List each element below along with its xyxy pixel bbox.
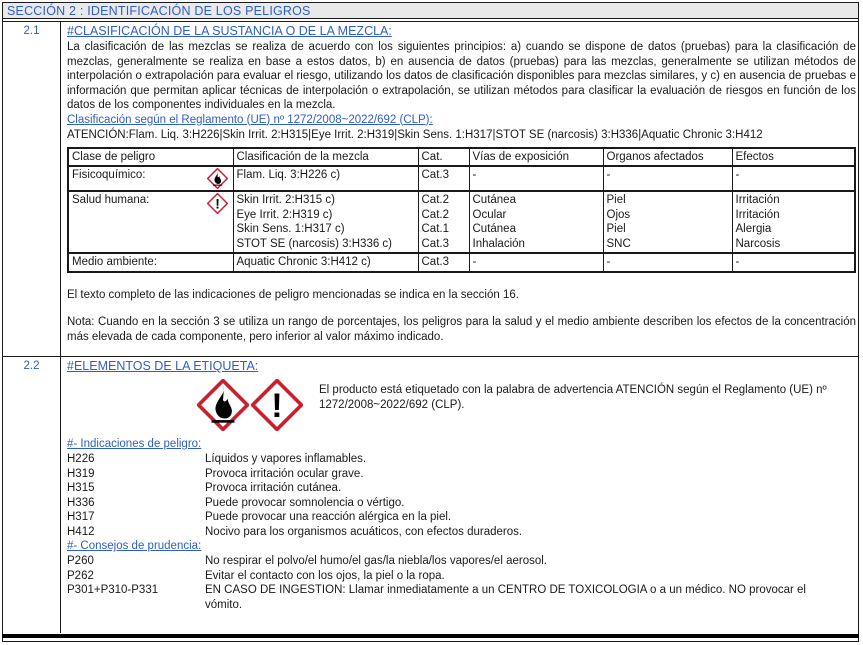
- statement-row: [67, 554, 863, 569]
- statement-code: H317: [67, 511, 95, 523]
- hazard-class-label: Medio ambiente:: [72, 256, 158, 268]
- precautionary-heading: #- Consejos de prudencia:: [67, 540, 202, 552]
- classification-paragraph: La clasificación de las mezclas se realiza de acuerdo con los siguientes principios: a) cuando se dispone de datos (pruebas) para la clasificación de mezclas, generalmente se realiza en base a estos datos, b) en ausencia de datos (pruebas) para las mezclas, generalmente se utilizan métodos de interpolación o extrapolación para evaluar el riesgo, utilizando los datos de clasificación disponibles para mezclas similares, y c) en ausencia de pruebas e información que permitan aplicar técnicas de interpolación o extrapolación, se utilizan métodos para clasificar la evaluación de riesgos en función de los datos de los componentes individuales en la mezcla.: [67, 41, 856, 111]
- statement-text: Evitar el contacto con los ojos, la piel o la ropa.: [205, 569, 445, 582]
- exposure-route-cell: [469, 191, 603, 253]
- hazard-class-label: Salud humana:: [72, 194, 150, 206]
- flame-icon: [207, 168, 228, 189]
- table-cell-line: Inhalación: [472, 237, 525, 250]
- section-2-2: [3, 356, 858, 633]
- hazard-table-header: Clase de peligro: [68, 148, 233, 167]
- statement-text: Provoca irritación cutánea.: [205, 482, 342, 494]
- statement-row: [67, 510, 863, 525]
- section-number-2-1: 2.1: [3, 22, 61, 356]
- exclamation-icon: [207, 193, 228, 214]
- exposure-route-cell: [469, 253, 603, 272]
- table-cell-line: Cat.2: [421, 208, 449, 221]
- statement-row: [67, 452, 863, 467]
- affected-organs-cell: [603, 253, 732, 272]
- table-cell-line: -: [472, 256, 477, 268]
- statement-row: [67, 481, 863, 496]
- exposure-route-cell: [469, 166, 603, 191]
- section-number-2-2: 2.2: [3, 357, 61, 633]
- table-cell-line: Skin Irrit. 2:H315 c): [236, 194, 335, 206]
- table-cell-line: -: [735, 256, 740, 268]
- statement-row: [67, 496, 863, 511]
- hazard-table-header-row: [68, 148, 855, 167]
- table-cell-line: -: [606, 256, 611, 268]
- category-cell: [418, 191, 469, 253]
- statement-row: [67, 569, 863, 584]
- svg-text:!: !: [214, 195, 220, 212]
- svg-text:!: !: [271, 386, 283, 425]
- table-cell-line: Cat.2: [421, 194, 449, 206]
- section-header-bar: [3, 3, 858, 19]
- table-cell-line: Cutánea: [472, 194, 516, 206]
- attention-classification-line: ATENCIÓN:Flam. Liq. 3:H226|Skin Irrit. 2:H315|Eye Irrit. 2:H319|Skin Sens. 1:H317|STOT SE (narcosis) 3:H336|Aquatic Chronic 3:H412: [67, 129, 763, 141]
- effects-cell: [732, 191, 855, 253]
- table-cell-line: Irritación: [735, 194, 780, 206]
- table-cell-line: Cat.3: [421, 256, 449, 268]
- statement-text: Líquidos y vapores inflamables.: [205, 453, 367, 465]
- table-row: [68, 166, 855, 191]
- table-cell-line: Cat.3: [421, 169, 449, 181]
- statement-code: P301+P310-P331: [67, 584, 159, 596]
- document-body: [3, 21, 858, 633]
- statement-text: No respirar el polvo/el humo/el gas/la niebla/los vapores/el aerosol.: [205, 555, 547, 567]
- effects-cell: [732, 166, 855, 191]
- table-cell-line: STOT SE (narcosis) 3:H336 c): [236, 237, 393, 250]
- clp-regulation-heading: Clasificación según el Reglamento (UE) nº 1272/2008~2022/692 (CLP):: [67, 113, 433, 126]
- table-row: [68, 253, 855, 272]
- ghs-pictograms: [197, 379, 305, 431]
- table-cell-line: Skin Sens. 1:H317 c): [236, 223, 345, 235]
- hazard-table-header: Organos afectados: [603, 148, 732, 167]
- effects-cell: [732, 253, 855, 272]
- classification-heading: #CLASIFICACIÓN DE LA SUSTANCIA O DE LA MEZCLA:: [67, 24, 392, 38]
- statement-row: [67, 467, 863, 482]
- category-cell: [418, 166, 469, 191]
- section-2-1-content: [61, 22, 860, 356]
- label-elements-heading: #ELEMENTOS DE LA ETIQUETA:: [67, 359, 259, 373]
- table-cell-line: Narcosis: [735, 237, 781, 250]
- table-cell-line: Piel: [606, 194, 626, 206]
- full-text-note: El texto completo de las indicaciones de peligro mencionadas se indica en la sección 16.: [67, 288, 519, 301]
- exclamation-icon: [251, 379, 303, 431]
- signal-word-statement: El producto está etiquetado con la palabra de advertencia ATENCIÓN según el Reglamento (UE) nº 1272/2008~2022/692 (CLP).: [319, 384, 827, 411]
- hazard-table-header: Clasificación de la mezcla: [233, 148, 418, 167]
- statement-row: [67, 583, 863, 612]
- hazard-statements-heading: #- Indicaciones de peligro:: [67, 438, 202, 450]
- table-cell-line: -: [735, 169, 740, 181]
- statement-code: H412: [67, 525, 95, 538]
- table-cell-line: SNC: [606, 237, 631, 250]
- table-cell-line: -: [606, 169, 611, 181]
- statement-code: H319: [67, 467, 95, 480]
- hazard-table-header: Efectos: [732, 148, 855, 167]
- statement-text: Puede provocar una reacción alérgica en la piel.: [205, 511, 452, 523]
- table-cell-line: Eye Irrit. 2:H319 c): [236, 208, 333, 221]
- classification-cell: [233, 253, 418, 272]
- statement-code: P262: [67, 569, 94, 582]
- statement-code: H336: [67, 496, 95, 509]
- statement-code: H226: [67, 453, 95, 465]
- category-cell: [418, 253, 469, 272]
- hazard-table-header: Cat.: [418, 148, 469, 167]
- affected-organs-cell: [603, 166, 732, 191]
- range-note: Nota: Cuando en la sección 3 se utiliza un rango de porcentajes, los peligros para la salud y el medio ambiente describen los efectos de la concentración más elevada de cada componente, pero inferior al valor máximo indicado.: [67, 316, 856, 343]
- statement-text: Provoca irritación ocular grave.: [205, 467, 364, 480]
- classification-cell: [233, 191, 418, 253]
- table-cell-line: Alergia: [735, 223, 772, 235]
- classification-cell: [233, 166, 418, 191]
- hazard-classification-table: [67, 147, 856, 273]
- sds-page: [2, 2, 859, 642]
- table-cell-line: Cat.3: [421, 237, 449, 250]
- section-2-2-content: [61, 357, 863, 633]
- table-cell-line: Cat.1: [421, 223, 449, 235]
- affected-organs-cell: [603, 191, 732, 253]
- hazard-class-label: Fisicoquímico:: [72, 169, 146, 181]
- flame-icon: [197, 379, 249, 431]
- table-cell-line: Flam. Liq. 3:H226 c): [236, 169, 341, 181]
- table-row: [68, 191, 855, 253]
- statement-code: P260: [67, 555, 94, 567]
- table-cell-line: Ojos: [606, 208, 631, 221]
- bottom-border-rule: [2, 634, 859, 638]
- table-cell-line: Aquatic Chronic 3:H412 c): [236, 256, 371, 268]
- statement-row: [67, 525, 863, 540]
- hazard-statements-list: [67, 452, 863, 539]
- section-2-1: [3, 22, 858, 356]
- statement-text: Puede provocar somnolencia o vértigo.: [205, 496, 405, 509]
- table-cell-line: Irritación: [735, 208, 780, 221]
- table-cell-line: Piel: [606, 223, 626, 235]
- section-title: SECCIÓN 2 : IDENTIFICACIÓN DE LOS PELIGROS: [7, 3, 311, 18]
- hazard-table-header: Vías de exposición: [469, 148, 603, 167]
- table-cell-line: Cutánea: [472, 223, 516, 235]
- statement-text: Nocivo para los organismos acuáticos, con efectos duraderos.: [205, 525, 523, 538]
- precautionary-statements-list: [67, 554, 863, 612]
- table-cell-line: Ocular: [472, 208, 507, 221]
- table-cell-line: -: [472, 169, 477, 181]
- statement-text: EN CASO DE INGESTION: Llamar inmediatamente a un CENTRO DE TOXICOLOGIA o a un médico. NO provocar el vómito.: [205, 584, 806, 611]
- statement-code: H315: [67, 482, 95, 494]
- label-pictogram-row: [197, 379, 863, 435]
